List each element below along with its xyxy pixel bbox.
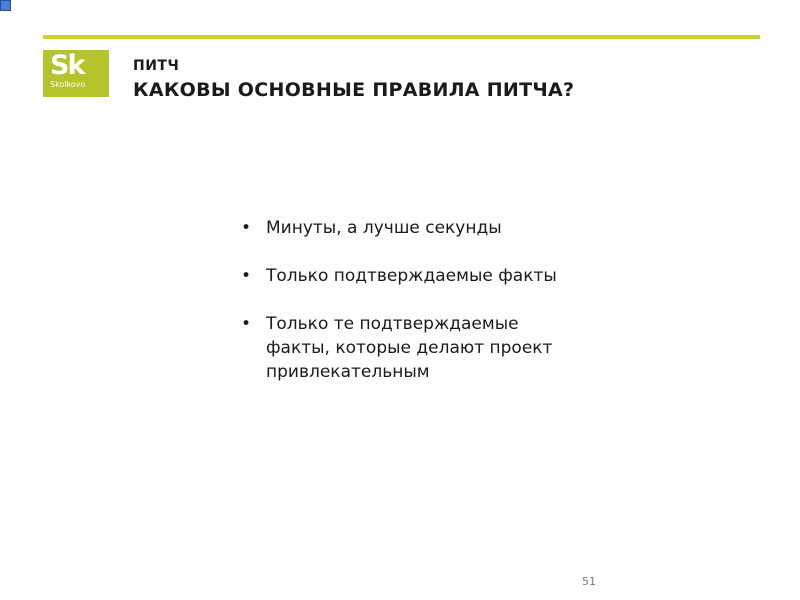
page-title: КАКОВЫ ОСНОВНЫЕ ПРАВИЛА ПИТЧА?: [133, 79, 575, 101]
bullet-list: [238, 216, 558, 408]
page-number: 51: [582, 575, 596, 588]
bullet-dot-icon: •: [241, 314, 252, 334]
bullet-item: [238, 312, 558, 384]
bullet-dot-icon: •: [241, 266, 252, 286]
logo-wordmark: Skolkovo: [50, 80, 86, 89]
bullet-item: [238, 264, 558, 288]
skolkovo-logo: [43, 50, 109, 97]
bullet-item: [238, 216, 558, 240]
corner-marker: [0, 0, 11, 11]
top-divider: [43, 35, 760, 39]
bullet-dot-icon: •: [241, 218, 252, 238]
logo-mark: Sk: [50, 50, 84, 81]
bullet-text: Только подтверждаемые факты: [266, 266, 557, 286]
bullet-text: Только те подтверждаемые факты, которые делают проект привлекательным: [266, 314, 553, 382]
section-label: ПИТЧ: [133, 58, 180, 74]
bullet-text: Минуты, а лучше секунды: [266, 218, 502, 238]
